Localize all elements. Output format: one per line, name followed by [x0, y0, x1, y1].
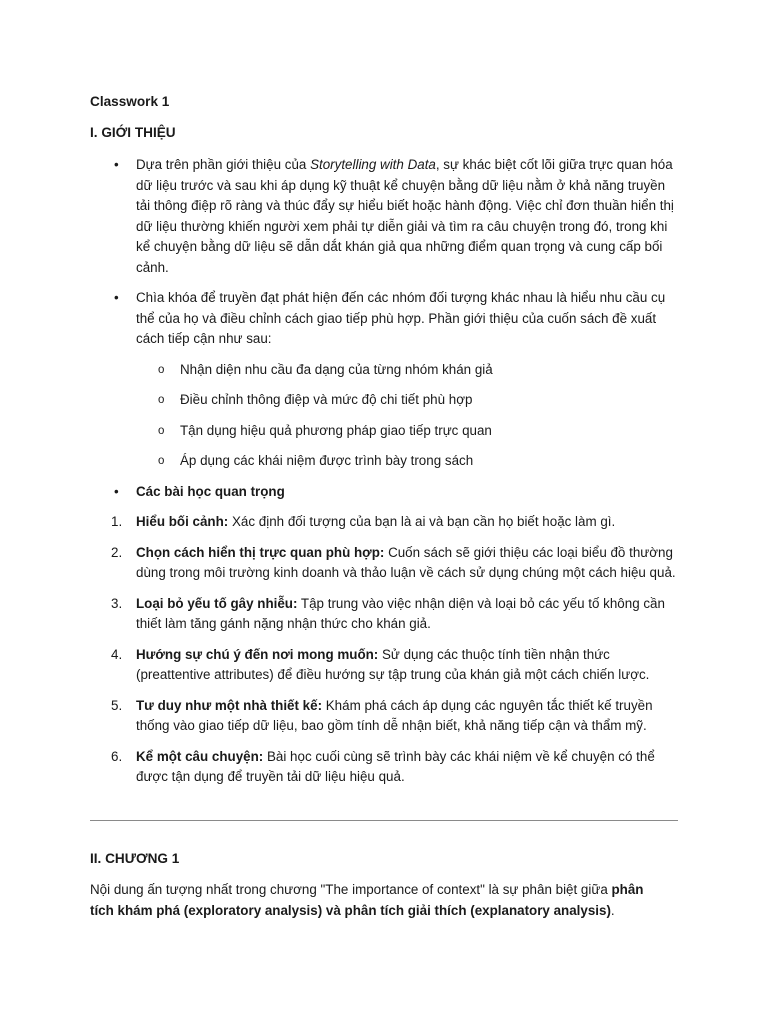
lesson-item [90, 645, 680, 686]
approach-sublist [136, 360, 680, 472]
lesson-item [90, 543, 680, 584]
list-item [90, 155, 680, 278]
book-title: Storytelling with Data [310, 157, 436, 172]
lesson-number: 2. [111, 544, 123, 560]
bullet-icon: • [114, 157, 119, 172]
lesson-title: Hiểu bối cảnh: [136, 514, 229, 529]
lesson-title: Hướng sự chú ý đến nơi mong muốn: [136, 646, 379, 662]
circle-bullet-icon: o [158, 394, 165, 406]
lesson-number: 1. [111, 514, 123, 529]
lesson-number: 5. [111, 697, 123, 713]
document-title: Classwork 1 [90, 94, 170, 109]
lesson-number: 4. [111, 646, 123, 662]
lesson-title: Tư duy như một nhà thiết kế: [136, 697, 323, 713]
lesson-text: Sử dụng các thuộc tính tiền nhận thức (preattentive attributes) để điều hướng sự tập trung của khán giả một cách chiến lược. [136, 646, 650, 682]
sublist-item-text: Tận dụng hiệu quả phương pháp giao tiếp trực quan [180, 422, 492, 438]
sublist-item-text: Điều chỉnh thông điệp và mức độ chi tiết phù hợp [180, 392, 473, 407]
lesson-title: Loại bỏ yếu tố gây nhiễu: [136, 595, 298, 611]
lesson-text: Khám phá cách áp dụng các nguyên tắc thiết kế truyền thống vào giao tiếp dữ liệu, bao gồm tính dễ nhận biết, khả năng tiếp cận và thẩm mỹ. [136, 697, 653, 733]
bullet-text-post: , sự khác biệt cốt lõi giữa trực quan hóa dữ liệu trước và sau khi áp dụng kỹ thuật kể chuyện bằng dữ liệu nằm ở khả năng truyền tải thông điệp rõ ràng và thúc đẩy sự hiểu biết hoặc hành động. Việc chỉ đơn thuần hiển thị dữ liệu thường khiến người xem phải tự diễn giải và tìm ra câu chuyện trong đó, trong khi kể chuyện bằng dữ liệu sẽ dẫn dắt khán giả qua những điểm quan trọng và cung cấp bối cảnh. [136, 157, 674, 275]
lesson-text: Bài học cuối cùng sẽ trình bày các khái niệm về kể chuyện có thể được tận dụng để truyền tải dữ liệu hiệu quả. [136, 748, 655, 784]
bullet-icon: • [114, 290, 119, 305]
sublist-item [136, 421, 680, 442]
lesson-text: Cuốn sách sẽ giới thiệu các loại biểu đồ thường dùng trong môi trường kinh doanh và thảo luận về cách sử dụng chúng một cách hiệu quả. [136, 544, 676, 580]
sublist-item-text: Nhận diện nhu cầu đa dạng của từng nhóm khán giả [180, 361, 493, 377]
intro-bullet-list [90, 155, 680, 512]
lesson-title: Chọn cách hiển thị trực quan phù hợp: [136, 544, 385, 560]
circle-bullet-icon: o [158, 363, 165, 376]
bullet-text: Chìa khóa để truyền đạt phát hiện đến các nhóm đối tượng khác nhau là hiểu nhu cầu cụ thể của họ và điều chỉnh cách giao tiếp phù hợp. Phần giới thiệu của cuốn sách đề xuất cách tiếp cận như sau: [136, 290, 666, 346]
section-heading-intro: I. GIỚI THIỆU [90, 125, 176, 140]
circle-bullet-icon: o [158, 455, 165, 467]
lesson-number: 6. [111, 748, 123, 764]
bullet-text-pre: Dựa trên phần giới thiệu của [136, 157, 311, 172]
lesson-item [90, 512, 680, 533]
lesson-text: Tập trung vào việc nhận diện và loại bỏ các yếu tố không cần thiết làm tăng gánh nặng nhận thức cho khán giả. [136, 595, 665, 631]
circle-bullet-icon: o [158, 424, 165, 437]
lesson-item [90, 747, 680, 788]
paragraph-text-pre: Nội dung ấn tượng nhất trong chương "The importance of context" là sự phân biệt giữa [90, 882, 612, 897]
sublist-item [136, 451, 680, 472]
section-divider [90, 820, 678, 821]
sublist-item [136, 390, 680, 411]
list-item [90, 288, 680, 472]
chapter-1-paragraph [90, 880, 670, 921]
bullet-icon: • [114, 483, 119, 499]
lesson-item [90, 696, 680, 737]
lessons-list [90, 512, 680, 798]
paragraph-text-post: . [610, 902, 615, 918]
paragraph-emphasis: phân tích khám phá (exploratory analysis) và phân tích giải thích (explanatory analysis) [90, 882, 644, 918]
section-heading-chapter-1: II. CHƯƠNG 1 [90, 851, 180, 866]
lesson-title: Kể một câu chuyện: [136, 748, 264, 764]
list-item [90, 482, 680, 503]
lesson-number: 3. [111, 595, 123, 611]
sublist-item [136, 360, 680, 381]
lesson-item [90, 594, 680, 635]
lesson-text: Xác định đối tượng của bạn là ai và bạn cần họ biết hoặc làm gì. [228, 514, 616, 529]
lessons-heading: Các bài học quan trọng [136, 483, 285, 499]
sublist-item-text: Áp dụng các khái niệm được trình bày trong sách [180, 453, 474, 468]
